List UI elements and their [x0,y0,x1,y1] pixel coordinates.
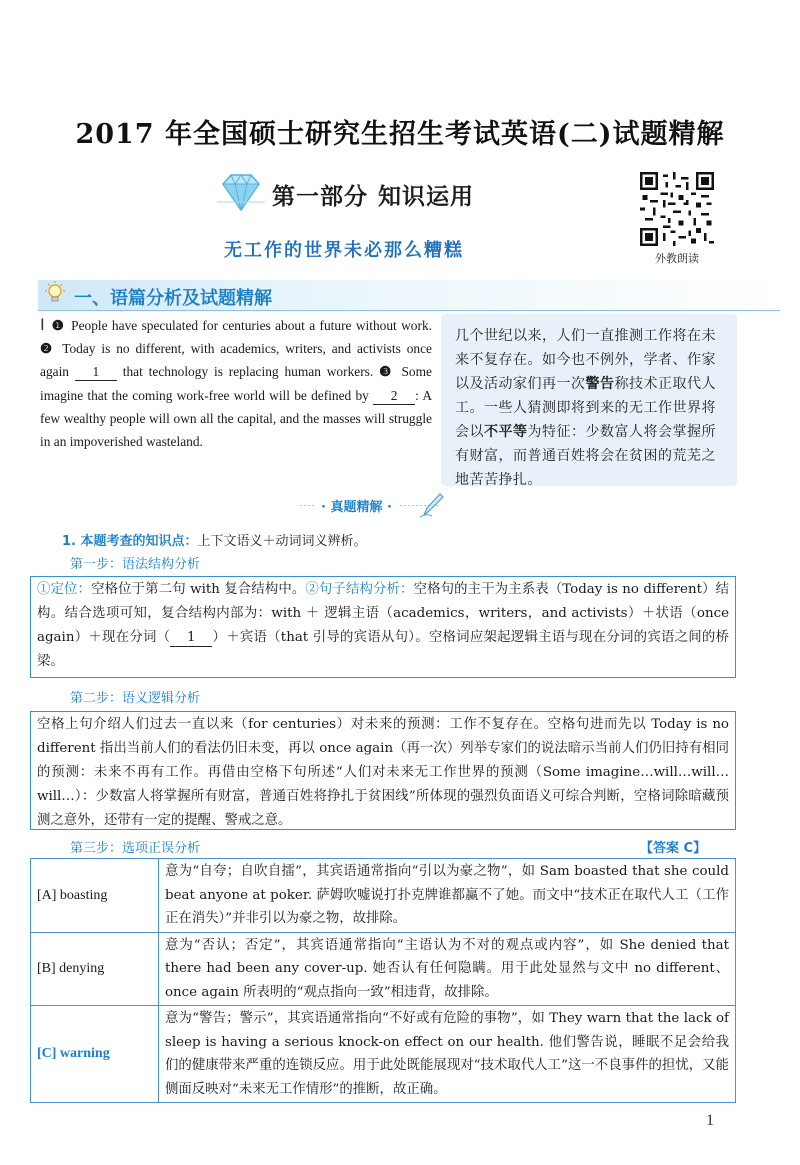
diamond-icon [215,172,267,214]
page-number: 1 [706,1112,714,1129]
page-title: 2017 年全国硕士研究生招生考试英语(二)试题精解 [75,119,725,150]
locate-tag: ①定位： [37,582,92,597]
sentence-2b: that technology is replacing human workers. [122,364,374,380]
passage-title: 无工作的世界未必那么糟糕 [224,240,464,261]
passage-english [40,314,432,453]
passage-chinese [441,314,737,486]
part-label: 第一部分 [272,184,368,210]
answer-label: 【答案 C】 [640,841,707,856]
cn-keyword-1: 警告 [585,376,615,392]
part-name: 知识运用 [378,184,474,210]
blank-1: 1 [75,364,117,381]
question-1-label: 1. 本题考查的知识点： [62,534,198,549]
step-1-text-1: 空格位于第二句 with 复合结构中。 [91,582,306,597]
blank-2: 2 [373,388,415,405]
part-title [272,178,474,211]
option-label-a: [A] boasting [31,859,159,933]
step-3-title: 第三步：选项正误分析 [70,841,201,856]
step-1-blank: 1 [170,630,212,647]
step-1-text-3: ）＋宾语（that 引导的宾语从句）。空格词应架起逻辑主语与现在分词的宾语之间的桥梁。 [37,630,729,669]
cn-text-1: 几个世纪以来，人们一直推测工作将在未来不复存在。如今也不例外，学者、作家以及活动家们再一次 [455,328,716,392]
structure-tag: ②句子结构分析： [305,582,414,597]
step-1-box [30,576,736,678]
option-row-c [31,1006,736,1103]
sentence-3b: : A few wealthy people will own all the capital, and the masses will struggle in an impoverished wasteland. [40,387,432,450]
options-table [30,858,736,1103]
qr-code-icon[interactable] [640,172,714,246]
option-label-c: [C] warning [31,1006,159,1103]
lightbulb-icon [42,280,68,308]
option-label-b: [B] denying [31,932,159,1006]
sentence-number-2: ❷ [40,341,55,357]
step-2-title: 第二步：语义逻辑分析 [70,691,201,706]
question-1-knowledge [62,530,367,549]
option-desc-b: 意为“否认；否定”，其宾语通常指向“主语认为不对的观点或内容”，如 She denied that there had been any cover-up. 她否认有任何隐瞒。用于此处显然与文中 no different、once again 所表明的“观点指向一致”相违背，故排除。 [159,932,736,1006]
sentence-number-3: ❸ [379,364,394,380]
option-row-a [31,859,736,933]
sentence-1: People have speculated for centuries about a future without work. [71,318,432,333]
option-desc-c: 意为“警告；警示”，其宾语通常指向“不好或有危险的事物”，如 They warn that the lack of sleep is having a serious knock-on effect on our health. 他们警告说，睡眠不足会给我们的健康带来严重的连锁反应。用于此处既能展现对“技术取代人工”这一不良事件的担忧，又能侧面反映对“未来无工作情形”的推断，故正确。 [159,1006,736,1103]
sentence-3a: Some imagine that the coming work-free world will be defined by [40,364,432,403]
option-desc-a: 意为“自夸；自吹自擂”，其宾语通常指向“引以为豪之物”，如 Sam boasted that she could beat anyone at poker. 萨姆吹嘘说打扑克牌谁都赢不了她。而文中“技术正在取代人工（工作正在消失）”并非引以为豪之物，故排除。 [159,859,736,933]
pen-icon [418,491,446,519]
step-1-text-2: 空格句的主干为主系表（Today is no different）结构。结合选项可知，复合结构内部为：with ＋ 逻辑主语（academics，writers，and activists）＋状语（once again）＋现在分词（ [37,582,730,645]
paragraph-numeral: Ⅰ [40,317,46,334]
section-title: 一、语篇分析及试题精解 [74,288,272,309]
sentence-number-1: ❶ [51,318,65,333]
analysis-title: · 真题精解 · [315,496,398,515]
step-2-box: 空格上句介绍人们过去一直以来（for centuries）对未来的预测：工作不复存在。空格句进而先以 Today is no different 指出当前人们的看法仍旧未变，再以 once again（再一次）列举专家们的说法暗示当前人们仍旧持有相同的预测：未来不再有工作。再借由空格下句所述“人们对未来无工作世界的预测（Some imagine…will…will…will…）：少数富人将掌握所有财富，普通百姓将挣扎于贫困线”所体现的强烈负面语义可综合判断，空格词除暗藏预测之意外，还带有一定的提醒、警戒之意。 [30,711,736,830]
cn-keyword-2: 不平等 [484,424,528,440]
qr-label: 外教朗读 [655,252,699,265]
cn-text-2: 称技术正取代人工。一些人猜测即将到来的无工作世界将会以 [455,376,716,440]
cn-text-3: 为特征：少数富人将会掌握所有财富，而普通百姓将会在贫困的荒芜之地苦苦挣扎。 [455,424,716,488]
question-1-text: 上下文语义＋动词词义辨析。 [197,534,367,549]
step-1-title: 第一步：语法结构分析 [70,557,201,572]
sentence-2a: Today is no different, with academics, writers, and activists once again [40,341,432,380]
option-row-b [31,932,736,1006]
